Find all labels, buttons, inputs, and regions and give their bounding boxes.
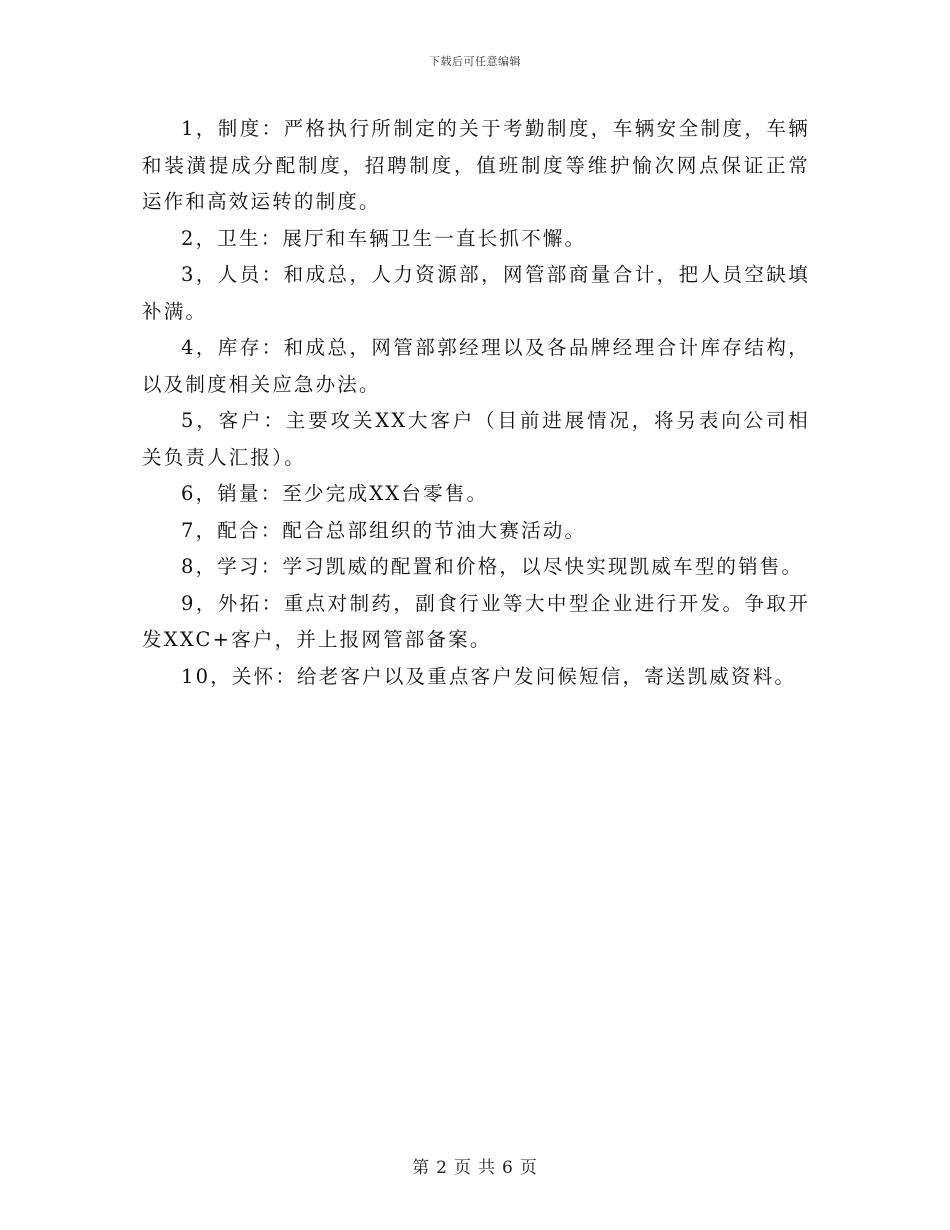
paragraph-9: 9，外拓：重点对制药，副食行业等大中型企业进行开发。争取开发XXC+客户，并上报网管部备案。 bbox=[142, 591, 810, 651]
paragraph-10: 10，关怀：给老客户以及重点客户发问候短信，寄送凯威资料。 bbox=[181, 664, 797, 688]
total-pages-number: 6 bbox=[502, 1158, 514, 1178]
paragraph-5: 5，客户：主要攻关XX大客户（目前进展情况，将另表向公司相关负责人汇报）。 bbox=[142, 409, 810, 469]
total-label: 页 bbox=[519, 1158, 538, 1178]
paragraph-4: 4，库存：和成总，网管部郭经理以及各品牌经理合计库存结构，以及制度相关应急办法。 bbox=[142, 336, 810, 396]
paragraph-6: 6，销量：至少完成XX台零售。 bbox=[181, 482, 489, 505]
paragraph-8: 8，学习：学习凯威的配置和价格，以尽快实现凯威车型的销售。 bbox=[181, 555, 804, 578]
paragraph-7: 7，配合：配合总部组织的节油大赛活动。 bbox=[181, 518, 587, 542]
page-label: 页 bbox=[454, 1158, 472, 1178]
current-page-number: 2 bbox=[436, 1158, 448, 1178]
page-footer bbox=[0, 1153, 950, 1178]
page-header: 下载后可任意编辑 bbox=[429, 55, 521, 68]
total-prefix: 共 bbox=[478, 1158, 496, 1178]
paragraph-3: 3，人员：和成总，人力资源部，网管部商量合计，把人员空缺填补满。 bbox=[142, 263, 810, 323]
paragraph-1: 1，制度：严格执行所制定的关于考勤制度，车辆安全制度，车辆和装潢提成分配制度，招聘制度，值班制度等维护愉次网点保证正常运作和高效运转的制度。 bbox=[142, 117, 810, 213]
paragraph-2: 2，卫生：展厅和车辆卫生一直长抓不懈。 bbox=[181, 226, 587, 250]
page-prefix: 第 bbox=[412, 1158, 431, 1178]
document-body bbox=[142, 111, 810, 695]
